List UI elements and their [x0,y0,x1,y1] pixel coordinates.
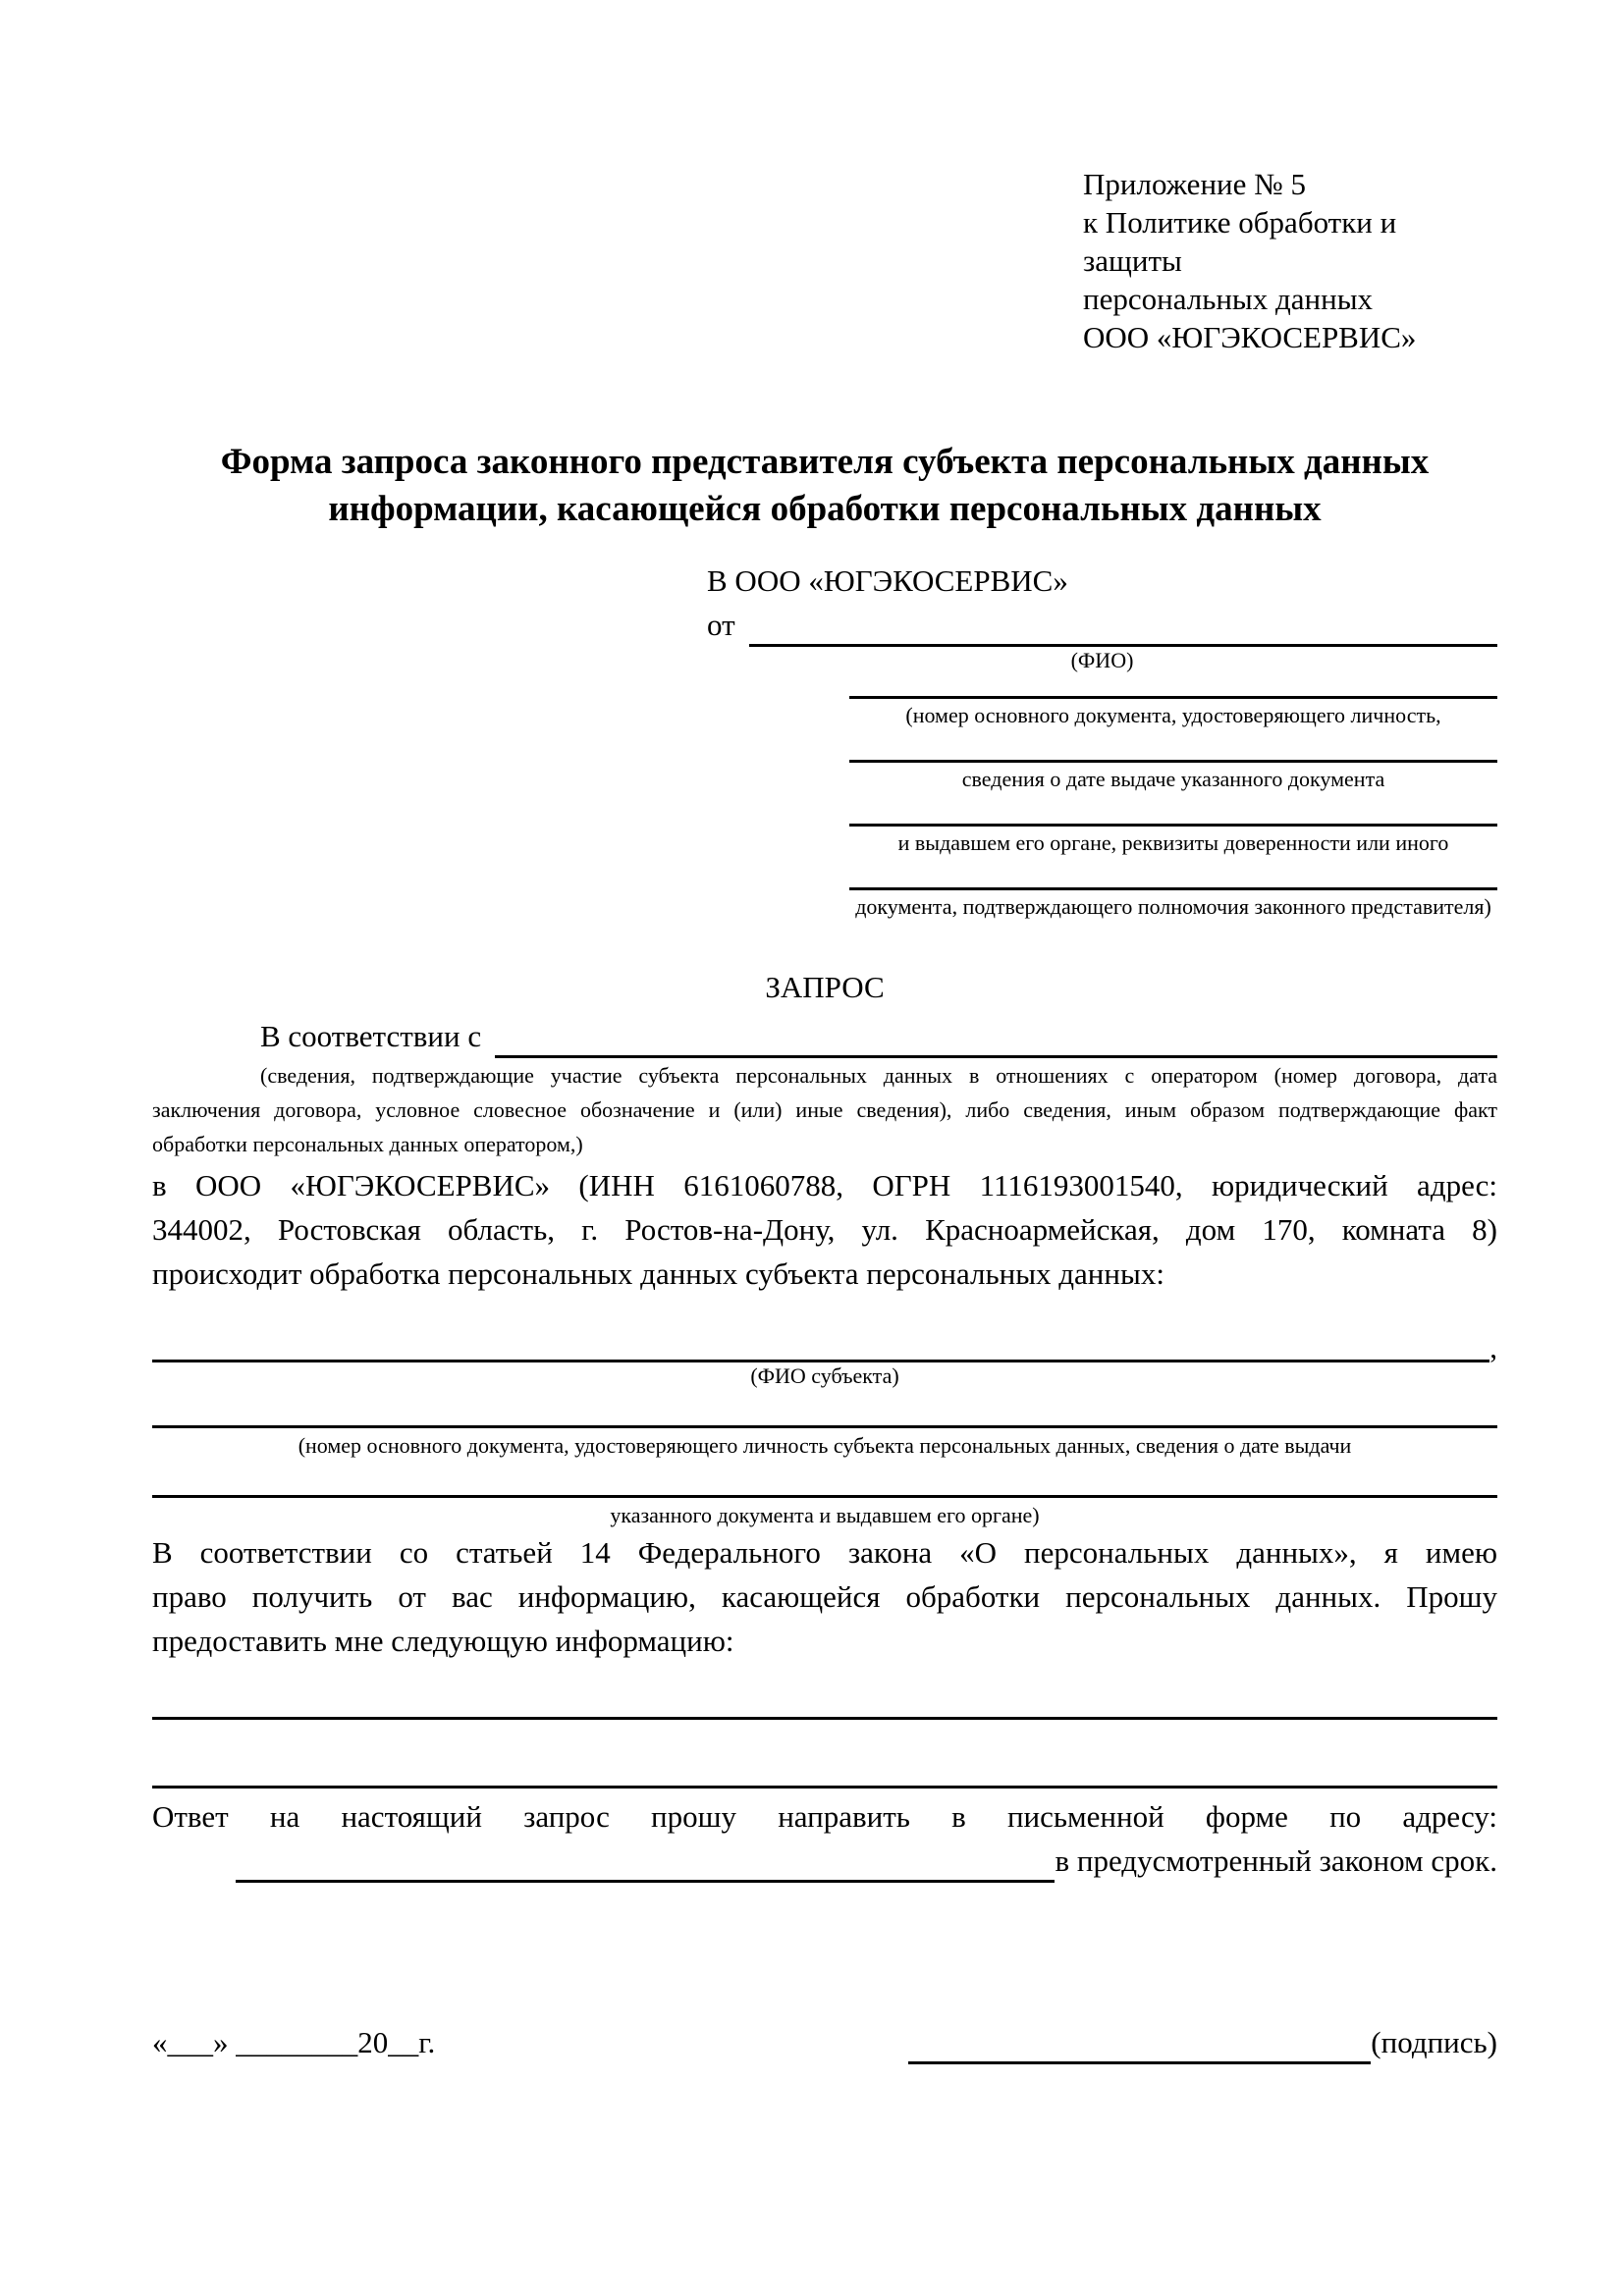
reply-address-row [152,1839,1497,1883]
subject-doc-field [152,1484,1497,1528]
from-label: от [707,608,735,642]
accordance-hint-line: обработки персональных данных оператором,) [152,1132,583,1156]
subject-doc-field-line[interactable] [152,1484,1497,1498]
footer-row [152,2020,1497,2064]
accordance-hint-line: заключения договора, условное словесное обозначение и (или) иные сведения), либо сведения, иным образом подтверждающие факт [152,1097,1497,1122]
from-row [707,603,1497,647]
operator-paragraph [152,1163,1497,1296]
reply-address-field-line[interactable] [236,1849,1055,1883]
subject-doc-hint: (номер основного документа, удостоверяющего личность субъекта персональных данных, сведения о дате выдачи [298,1433,1352,1458]
subject-doc-field [152,1415,1497,1459]
date-line: «___» ________20__г. [152,2025,436,2059]
accordance-hint [152,1058,1497,1161]
accordance-label: В соответствии с [260,1019,482,1053]
doc-hint: документа, подтверждающего полномочия законного представителя) [855,894,1491,919]
subject-fio-field [152,1329,1497,1362]
reply-paragraph [152,1794,1497,1883]
operator-paragraph-line: 344002, Ростовская область, г. Ростов-на-Дону, ул. Красноармейская, дом 170, комната 8) [152,1212,1497,1247]
law-paragraph-line: предоставить мне следующую информацию: [152,1624,734,1658]
doc-field [849,813,1497,856]
signature-field-line[interactable] [908,2031,1371,2064]
addressee-block [707,559,1497,920]
accordance-row [152,1014,1497,1058]
accordance-field-line[interactable] [495,1025,1497,1058]
doc-hint: сведения о дате выдаче указанного документа [961,767,1385,791]
info-field-line[interactable] [152,1706,1497,1720]
appendix-line: ООО «ЮГЭКОСЕРВИС» [1083,320,1417,354]
request-heading: ЗАПРОС [765,970,885,1004]
doc-field-line[interactable] [849,813,1497,827]
law-paragraph-line: право получить от вас информацию, касающейся обработки персональных данных. Прошу [152,1579,1497,1614]
doc-field-line[interactable] [849,749,1497,763]
fio-field-line[interactable] [749,614,1497,647]
operator-paragraph-line: в ООО «ЮГЭКОСЕРВИС» (ИНН 6161060788, ОГРН 1116193001540, юридический адрес: [152,1168,1497,1202]
doc-field [849,877,1497,920]
document-content [152,0,1497,2064]
subject-fio-field-line[interactable] [152,1329,1489,1362]
reply-tail: в предусмотренный законом срок. [1055,1843,1497,1878]
doc-hint: и выдавшем его органе, реквизиты доверенности или иного [897,830,1449,855]
representative-doc-fields [849,685,1497,920]
doc-field-line[interactable] [849,685,1497,699]
document-title-line: информации, касающейся обработки персональных данных [328,489,1322,529]
accordance-hint-line: (сведения, подтверждающие участие субъекта персональных данных в отношениях с оператором (номер договора, дата [260,1063,1497,1088]
signature-group [908,2020,1497,2064]
doc-field [849,749,1497,792]
fio-hint: (ФИО) [1070,648,1134,672]
subject-doc-hint: указанного документа и выдавшем его органе) [610,1503,1040,1527]
document-title [152,439,1497,533]
subject-doc-field-line[interactable] [152,1415,1497,1428]
appendix-line: к Политике обработки и защиты [1083,205,1397,278]
appendix-line: Приложение № 5 [1083,167,1306,201]
comma: , [1489,1330,1497,1364]
document-title-line: Форма запроса законного представителя субъекта персональных данных [220,442,1430,482]
law-paragraph [152,1530,1497,1663]
info-field-line[interactable] [152,1775,1497,1789]
addressee-to: В ООО «ЮГЭКОСЕРВИС» [707,563,1068,598]
appendix-line: персональных данных [1083,282,1374,316]
subject-fio-hint: (ФИО субъекта) [750,1363,899,1388]
reply-paragraph-line: Ответ на настоящий запрос прошу направить в письменной форме по адресу: [152,1799,1497,1834]
law-paragraph-line: В соответствии со статьей 14 Федерального закона «О персональных данных», я имею [152,1535,1497,1570]
doc-hint: (номер основного документа, удостоверяющего личность, [905,703,1441,727]
appendix-block [1083,165,1497,356]
signature-hint: (подпись) [1371,2025,1497,2059]
operator-paragraph-line: происходит обработка персональных данных субъекта персональных данных: [152,1256,1164,1291]
doc-field-line[interactable] [849,877,1497,890]
doc-field [849,685,1497,728]
